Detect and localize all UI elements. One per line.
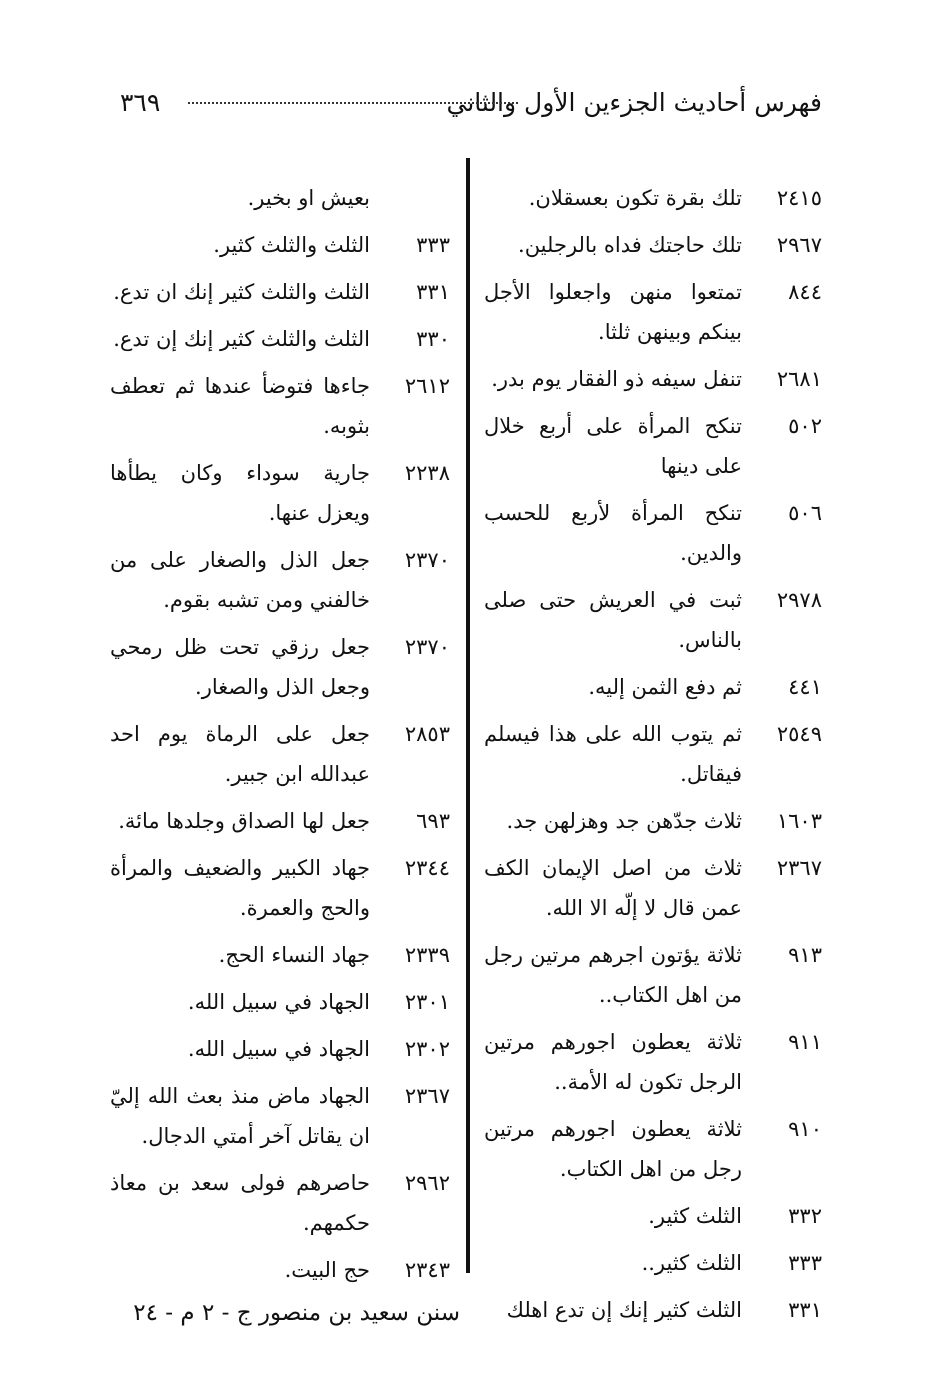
page-title: فهرس أحاديث الجزءين الأول والثاني [446, 88, 822, 117]
index-entry [110, 1076, 450, 1156]
hadith-number: ٩١٣ [788, 943, 822, 967]
header-dotted-leader [188, 102, 518, 104]
index-entry [110, 982, 450, 1022]
hadith-number: ٢٣٦٧ [404, 1084, 450, 1108]
hadith-number: ٢٣٤٣ [404, 1258, 450, 1282]
hadith-number: ٦٩٣ [416, 809, 450, 833]
hadith-text: ثلاثة يعطون اجورهم مرتين رجل من اهل الكتاب. [484, 1117, 742, 1181]
index-entry [484, 359, 822, 399]
index-entry [484, 1022, 822, 1102]
index-entry [484, 848, 822, 928]
index-entry [484, 667, 822, 707]
hadith-text: جعل على الرماة يوم احد عبدالله ابن جبير. [110, 722, 370, 786]
index-entry [110, 1250, 450, 1290]
hadith-text: جهاد الكبير والضعيف والمرأة والحج والعمرة. [110, 856, 370, 920]
index-entry [484, 714, 822, 794]
index-entry [484, 225, 822, 265]
hadith-number: ٢٣٣٩ [404, 943, 450, 967]
index-entry [110, 319, 450, 359]
hadith-number: ٥٠٢ [788, 414, 822, 438]
hadith-number: ٢٢٣٨ [404, 461, 450, 485]
hadith-text: تمتعوا منهن واجعلوا الأجل بينكم وبينهن ثلثا. [484, 280, 742, 344]
index-entry [484, 1109, 822, 1189]
hadith-text: الجهاد في سبيل الله. [187, 1037, 370, 1061]
hadith-text: ثبت في العريش حتى صلى بالناس. [484, 588, 742, 652]
index-entry [110, 801, 450, 841]
hadith-number: ٢٦٨١ [776, 367, 822, 391]
hadith-text: جارية سوداء وكان يطأها ويعزل عنها. [110, 461, 370, 525]
hadith-text: ثم دفع الثمن إليه. [588, 675, 742, 699]
index-entry [110, 225, 450, 265]
hadith-number: ٢٦١٢ [404, 374, 450, 398]
column-divider [466, 158, 470, 1273]
hadith-number: ٤٤١ [788, 675, 822, 699]
hadith-number: ٨٤٤ [788, 280, 822, 304]
hadith-number: ١٦٠٣ [776, 809, 822, 833]
hadith-text: تلك بقرة تكون بعسقلان. [528, 186, 742, 210]
hadith-text: الثلث والثلث كثير. [213, 233, 370, 257]
index-entry [484, 1290, 822, 1330]
hadith-text: الثلث كثير.. [641, 1251, 742, 1275]
index-entry [484, 178, 822, 218]
index-entry [110, 1163, 450, 1243]
hadith-text: ثلاث من اصل الإيمان الكف عمن قال لا إلّه الا الله. [484, 856, 742, 920]
index-entry [110, 935, 450, 975]
index-entry [110, 453, 450, 533]
index-entry [110, 627, 450, 707]
hadith-text: جعل لها الصداق وجلدها مائة. [118, 809, 370, 833]
hadith-text: جعل الذل والصغار على من خالفني ومن تشبه بقوم. [110, 548, 370, 612]
page-number: ٣٦٩ [120, 88, 161, 117]
index-entry [484, 1243, 822, 1283]
hadith-text: الثلث كثير. [648, 1204, 742, 1228]
hadith-text: ثم يتوب الله على هذا فيسلم فيقاتل. [484, 722, 742, 786]
index-entry [484, 935, 822, 1015]
hadith-number: ٢٣٤٤ [404, 856, 450, 880]
index-entry [484, 801, 822, 841]
hadith-number: ٢٣٠١ [404, 990, 450, 1014]
index-entry [110, 366, 450, 446]
index-entry [110, 178, 450, 218]
hadith-text: الثلث والثلث كثير إنك إن تدع. [113, 327, 370, 351]
hadith-text: الثلث والثلث كثير إنك ان تدع. [113, 280, 370, 304]
hadith-number: ٢٣٦٧ [776, 856, 822, 880]
index-entry [484, 272, 822, 352]
hadith-text: تنكح المرأة لأربع للحسب والدين. [484, 501, 742, 565]
hadith-number: ٩١١ [788, 1030, 822, 1054]
index-entry [484, 1196, 822, 1236]
hadith-number: ٢٣٠٢ [404, 1037, 450, 1061]
hadith-text: ثلاثة يؤتون اجرهم مرتين رجل من اهل الكتاب.. [484, 943, 742, 1007]
hadith-number: ٣٣٣ [416, 233, 450, 257]
hadith-text: تنكح المرأة على أربع خلال على دينها [484, 414, 742, 478]
page-footer: سنن سعيد بن منصور ج - ٢ م - ٢٤ [133, 1300, 460, 1326]
index-entry [110, 540, 450, 620]
right-column [484, 178, 822, 1337]
hadith-text: جهاد النساء الحج. [218, 943, 370, 967]
hadith-text: جاءها فتوضأ عندها ثم تعطف بثوبه. [110, 374, 370, 438]
hadith-number: ٥٠٦ [788, 501, 822, 525]
hadith-number: ٣٣٣ [788, 1251, 822, 1275]
hadith-text: حاصرهم فولى سعد بن معاذ حكمهم. [110, 1171, 370, 1235]
hadith-number: ٢٤١٥ [776, 186, 822, 210]
hadith-number: ٢٣٧٠ [404, 635, 450, 659]
index-entry [110, 714, 450, 794]
hadith-number: ٩١٠ [788, 1117, 822, 1141]
index-entry [484, 493, 822, 573]
hadith-number: ٢٥٤٩ [776, 722, 822, 746]
hadith-number: ٢٩٦٢ [404, 1171, 450, 1195]
hadith-number: ٢٩٦٧ [776, 233, 822, 257]
hadith-text: الثلث كثير إنك إن تدع اهلك [506, 1298, 742, 1322]
hadith-text: تلك حاجتك فداه بالرجلين. [518, 233, 742, 257]
hadith-text: الجهاد في سبيل الله. [187, 990, 370, 1014]
hadith-text: بعيش او بخير. [247, 186, 370, 210]
hadith-number: ٢٨٥٣ [404, 722, 450, 746]
index-entry [110, 272, 450, 312]
hadith-text: الجهاد ماض منذ بعث الله إليّ ان يقاتل آخر أمتي الدجال. [110, 1084, 370, 1148]
hadith-number: ٢٣٧٠ [404, 548, 450, 572]
hadith-text: ثلاثة يعطون اجورهم مرتين الرجل تكون له الأمة.. [484, 1030, 742, 1094]
hadith-number: ٣٣١ [788, 1298, 822, 1322]
hadith-text: ثلاث جدّهن جد وهزلهن جد. [506, 809, 742, 833]
index-entry [484, 406, 822, 486]
index-entry [110, 848, 450, 928]
index-entry [484, 580, 822, 660]
hadith-text: جعل رزقي تحت ظل رمحي وجعل الذل والصغار. [110, 635, 370, 699]
hadith-number: ٣٣٢ [788, 1204, 822, 1228]
hadith-text: تنفل سيفه ذو الفقار يوم بدر. [491, 367, 742, 391]
index-entry [110, 1029, 450, 1069]
hadith-number: ٣٣١ [416, 280, 450, 304]
hadith-number: ٣٣٠ [416, 327, 450, 351]
hadith-text: حج البيت. [284, 1258, 370, 1282]
left-column [110, 178, 450, 1297]
hadith-number: ٢٩٧٨ [776, 588, 822, 612]
